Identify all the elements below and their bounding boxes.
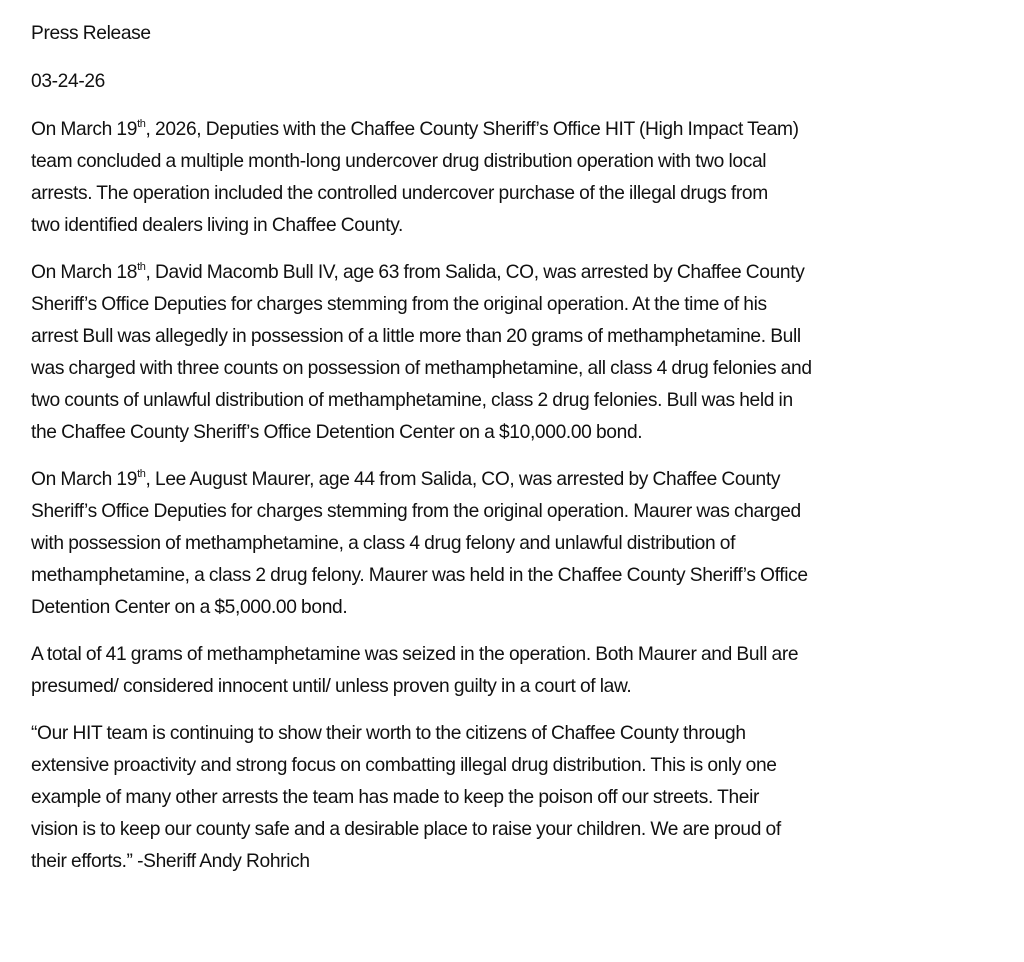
paragraph-maurer-arrest <box>31 464 991 624</box>
paragraph-line: their efforts.” -Sheriff Andy Rohrich <box>31 851 310 872</box>
ordinal-suffix: th <box>137 467 146 480</box>
line-text: On March 18 <box>31 262 138 283</box>
press-release-document <box>31 18 991 893</box>
paragraph-line: with possession of methamphetamine, a class 4 drug felony and unlawful distribution of <box>31 533 736 554</box>
ordinal-suffix: th <box>137 117 146 130</box>
line-text: On March 19 <box>31 469 138 490</box>
paragraph-line: the Chaffee County Sheriff’s Office Detention Center on a $10,000.00 bond. <box>31 422 643 443</box>
line-text: , 2026, Deputies with the Chaffee County Sheriff’s Office HIT (High Impact Team) <box>145 119 799 140</box>
paragraph-line: Sheriff’s Office Deputies for charges stemming from the original operation. Maurer was charged <box>31 501 801 522</box>
paragraph-line <box>31 257 991 289</box>
paragraph-line: methamphetamine, a class 2 drug felony. Maurer was held in the Chaffee County Sheriff’s Office <box>31 565 808 586</box>
paragraph-line: arrests. The operation included the controlled undercover purchase of the illegal drugs from <box>31 183 768 204</box>
paragraph-line: two counts of unlawful distribution of methamphetamine, class 2 drug felonies. Bull was held in <box>31 390 793 411</box>
paragraph-line: Detention Center on a $5,000.00 bond. <box>31 597 348 618</box>
paragraph-line <box>31 114 991 146</box>
paragraph-line: vision is to keep our county safe and a desirable place to raise your children. We are proud of <box>31 819 781 840</box>
paragraph-line <box>31 464 991 496</box>
paragraph-operation-summary <box>31 114 991 242</box>
paragraph-line: team concluded a multiple month-long undercover drug distribution operation with two local <box>31 151 767 172</box>
paragraph-line: extensive proactivity and strong focus on combatting illegal drug distribution. This is only one <box>31 755 777 776</box>
line-text: , David Macomb Bull IV, age 63 from Salida, CO, was arrested by Chaffee County <box>145 262 805 283</box>
paragraph-seizure-total <box>31 639 991 703</box>
paragraph-bull-arrest <box>31 257 991 449</box>
paragraph-line: example of many other arrests the team has made to keep the poison off our streets. Their <box>31 787 760 808</box>
line-text: , Lee August Maurer, age 44 from Salida, CO, was arrested by Chaffee County <box>145 469 781 490</box>
paragraph-line: presumed/ considered innocent until/ unless proven guilty in a court of law. <box>31 676 632 697</box>
paragraph-sheriff-quote <box>31 718 991 878</box>
line-text: On March 19 <box>31 119 138 140</box>
paragraph-line: arrest Bull was allegedly in possession of a little more than 20 grams of methamphetamine. Bull <box>31 326 801 347</box>
paragraph-line: two identified dealers living in Chaffee County. <box>31 215 403 236</box>
document-title: Press Release <box>31 23 151 44</box>
paragraph-line: was charged with three counts on possession of methamphetamine, all class 4 drug felonies and <box>31 358 812 379</box>
paragraph-line: “Our HIT team is continuing to show their worth to the citizens of Chaffee County through <box>31 723 746 744</box>
paragraph-line: A total of 41 grams of methamphetamine was seized in the operation. Both Maurer and Bull are <box>31 644 799 665</box>
release-date: 03-24-26 <box>31 71 106 92</box>
ordinal-suffix: th <box>137 260 146 273</box>
paragraph-line: Sheriff’s Office Deputies for charges stemming from the original operation. At the time of his <box>31 294 767 315</box>
